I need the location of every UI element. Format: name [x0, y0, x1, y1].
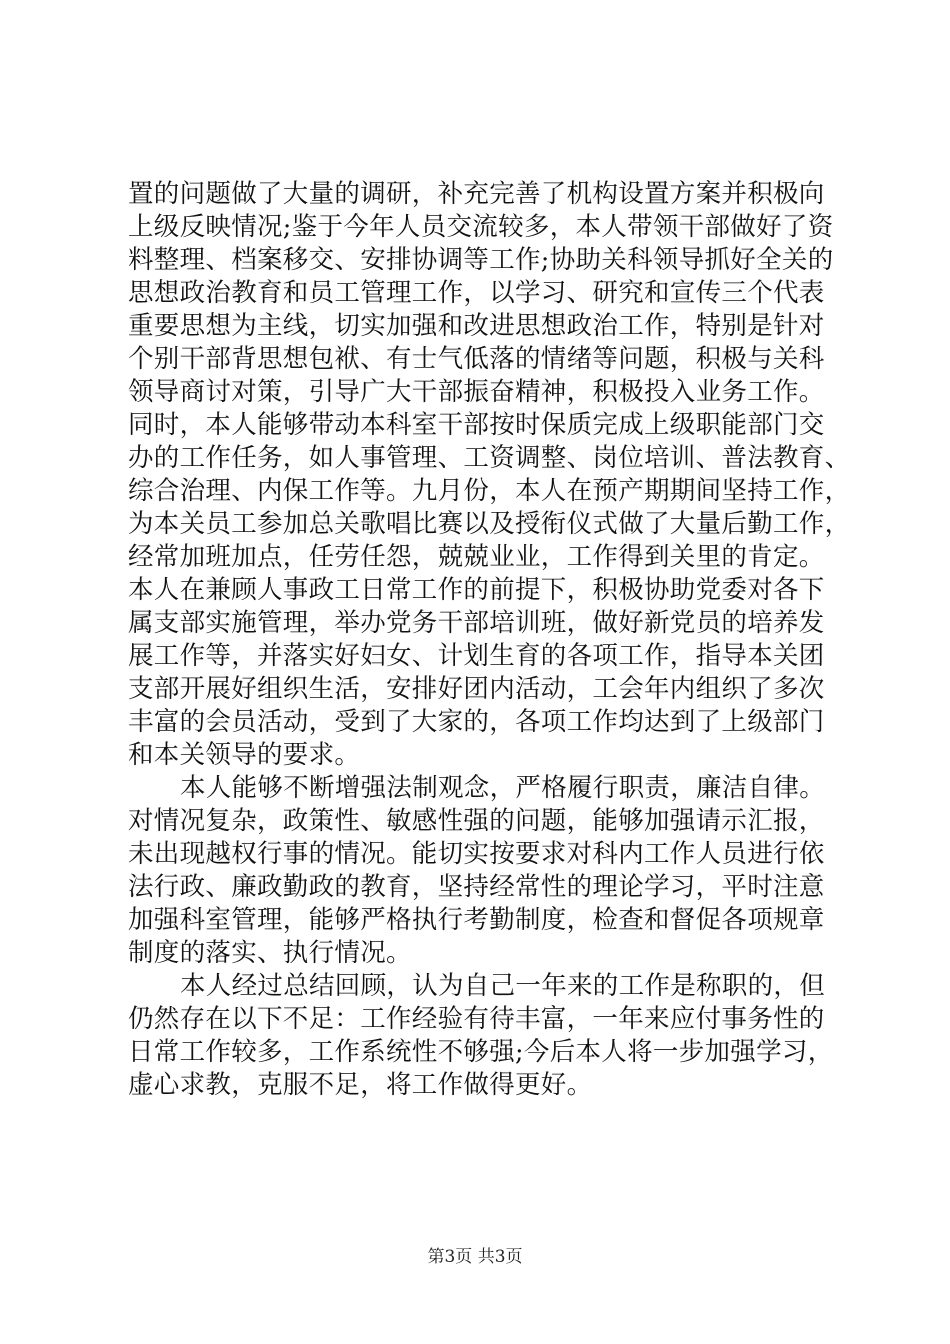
text-line: 支部开展好组织生活，安排好团内活动，工会年内组织了多次	[128, 674, 825, 704]
text-line: 思想政治教育和员工管理工作，以学习、研究和宣传三个代表	[128, 278, 825, 308]
text-line: 制度的落实、执行情况。	[128, 938, 412, 968]
text-line: 综合治理、内保工作等。九月份，本人在预产期期间坚持工作，	[128, 476, 851, 506]
text-line: 个别干部背思想包袱、有士气低落的情绪等问题，积极与关科	[128, 344, 825, 374]
text-line: 重要思想为主线，切实加强和改进思想政治工作，特别是针对	[128, 311, 825, 341]
document-body	[128, 178, 851, 1102]
text-line: 对情况复杂，政策性、敏感性强的问题，能够加强请示汇报，	[128, 806, 825, 836]
text-line: 本人经过总结回顾，认为自己一年来的工作是称职的，但	[180, 971, 826, 1001]
text-line: 加强科室管理，能够严格执行考勤制度，检查和督促各项规章	[128, 905, 825, 935]
text-line: 展工作等，并落实好妇女、计划生育的各项工作，指导本关团	[128, 641, 825, 671]
text-line: 为本关员工参加总关歌唱比赛以及授衔仪式做了大量后勤工作，	[128, 509, 851, 539]
text-line: 和本关领导的要求。	[128, 740, 361, 770]
text-line: 未出现越权行事的情况。能切实按要求对科内工作人员进行依	[128, 839, 825, 869]
text-line: 办的工作任务，如人事管理、工资调整、岗位培训、普法教育、	[128, 443, 851, 473]
text-line: 本人在兼顾人事政工日常工作的前提下，积极协助党委对各下	[128, 575, 825, 605]
text-line: 丰富的会员活动，受到了大家的，各项工作均达到了上级部门	[128, 707, 825, 737]
text-line: 法行政、廉政勤政的教育，坚持经常性的理论学习，平时注意	[128, 872, 825, 902]
text-line: 置的问题做了大量的调研，补充完善了机构设置方案并积极向	[128, 179, 825, 209]
text-line: 属支部实施管理，举办党务干部培训班，做好新党员的培养发	[128, 608, 825, 638]
text-line: 经常加班加点，任劳任怨，兢兢业业，工作得到关里的肯定。	[128, 542, 825, 572]
text-line: 虚心求教，克服不足，将工作做得更好。	[128, 1070, 593, 1100]
text-line: 上级反映情况;鉴于今年人员交流较多，本人带领干部做好了资	[128, 212, 834, 242]
text-line: 日常工作较多，工作系统性不够强;今后本人将一步加强学习，	[128, 1037, 834, 1067]
text-line: 本人能够不断增强法制观念，严格履行职责，廉洁自律。	[180, 773, 826, 803]
text-line: 料整理、档案移交、安排协调等工作;协助关科领导抓好全关的	[128, 245, 834, 275]
page-number-footer: 第3页 共3页	[427, 1247, 523, 1267]
text-line: 仍然存在以下不足：工作经验有待丰富，一年来应付事务性的	[128, 1004, 825, 1034]
text-line: 领导商讨对策，引导广大干部振奋精神，积极投入业务工作。	[128, 377, 825, 407]
text-line: 同时，本人能够带动本科室干部按时保质完成上级职能部门交	[128, 410, 825, 440]
